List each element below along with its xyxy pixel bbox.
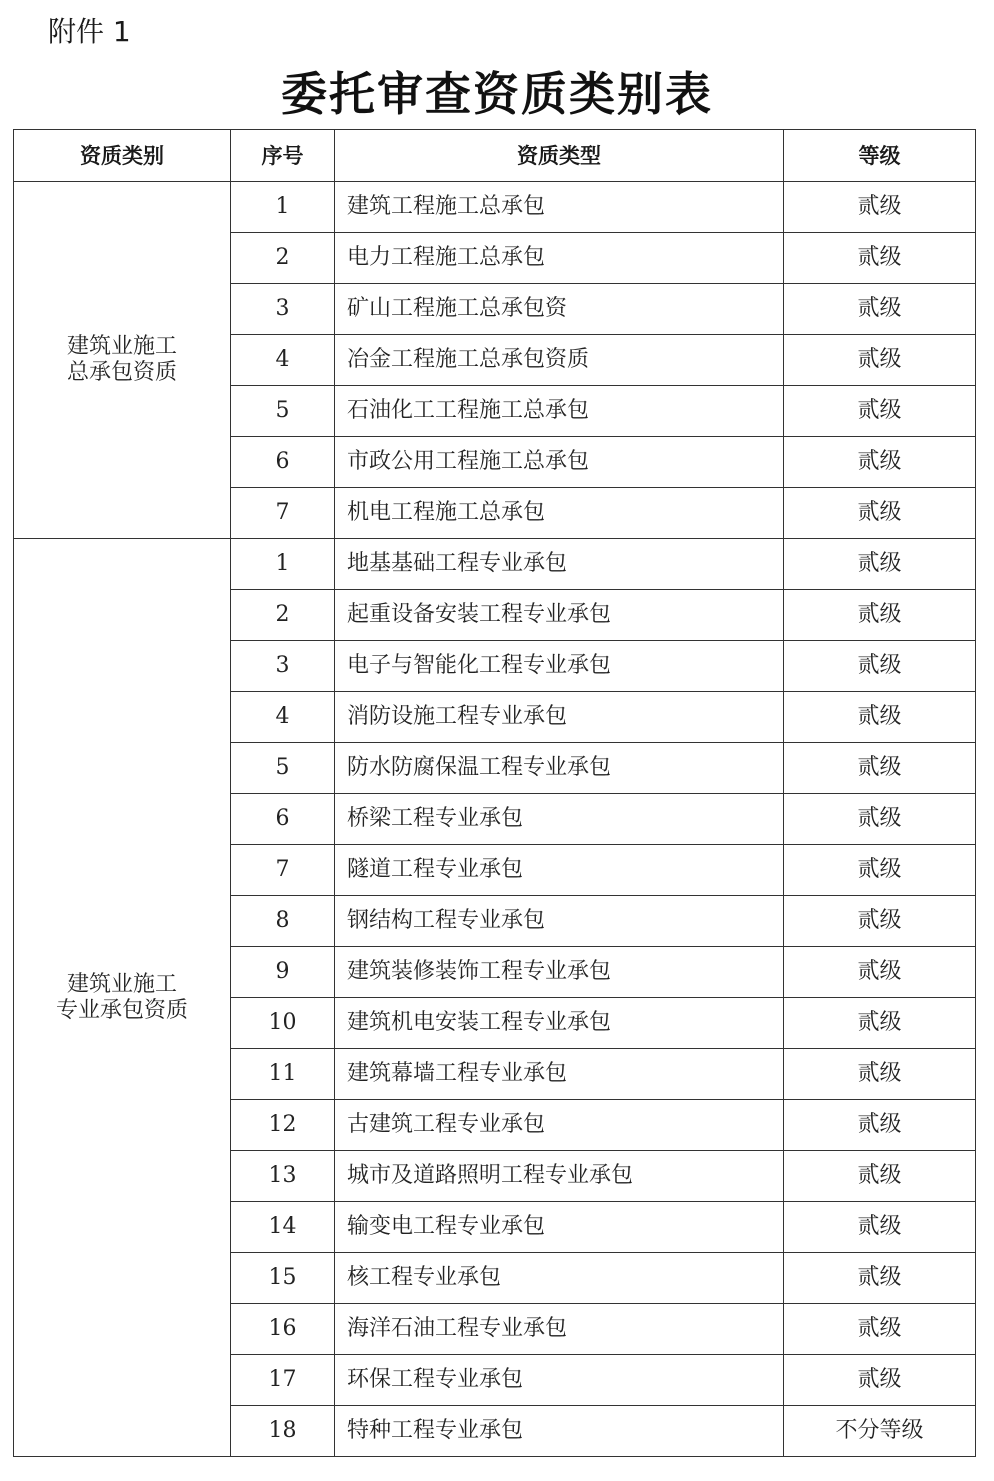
row-number-cell: 2 [231,590,335,641]
category-cell [14,539,231,1457]
qualification-type-cell: 石油化工工程施工总承包 [335,386,784,437]
row-number-cell: 3 [231,641,335,692]
row-number-cell: 14 [231,1202,335,1253]
grade-cell: 贰级 [784,284,976,335]
row-number-cell: 13 [231,1151,335,1202]
row-number-cell: 10 [231,998,335,1049]
qualification-type-cell: 隧道工程专业承包 [335,845,784,896]
table-body [14,182,976,1457]
row-number-cell: 5 [231,743,335,794]
row-number-cell: 18 [231,1406,335,1457]
qualification-type-cell: 古建筑工程专业承包 [335,1100,784,1151]
row-number-cell: 4 [231,692,335,743]
grade-cell: 贰级 [784,1100,976,1151]
qualification-type-cell: 地基基础工程专业承包 [335,539,784,590]
row-number-cell: 4 [231,335,335,386]
table-header-row [14,130,976,182]
row-number-cell: 16 [231,1304,335,1355]
grade-cell: 不分等级 [784,1406,976,1457]
qualification-type-cell: 市政公用工程施工总承包 [335,437,784,488]
grade-cell: 贰级 [784,641,976,692]
row-number-cell: 3 [231,284,335,335]
qualification-type-cell: 核工程专业承包 [335,1253,784,1304]
row-number-cell: 1 [231,539,335,590]
grade-cell: 贰级 [784,1304,976,1355]
grade-cell: 贰级 [784,947,976,998]
qualification-type-cell: 矿山工程施工总承包资 [335,284,784,335]
qualification-type-cell: 城市及道路照明工程专业承包 [335,1151,784,1202]
row-number-cell: 12 [231,1100,335,1151]
grade-cell: 贰级 [784,437,976,488]
grade-cell: 贰级 [784,335,976,386]
qualification-type-cell: 建筑装修装饰工程专业承包 [335,947,784,998]
grade-cell: 贰级 [784,1151,976,1202]
qualification-table [13,129,976,1457]
table-row [14,182,976,233]
row-number-cell: 7 [231,488,335,539]
qualification-type-cell: 建筑机电安装工程专业承包 [335,998,784,1049]
row-number-cell: 2 [231,233,335,284]
grade-cell: 贰级 [784,845,976,896]
category-line: 专业承包资质 [55,997,188,1023]
grade-cell: 贰级 [784,896,976,947]
row-number-cell: 17 [231,1355,335,1406]
grade-cell: 贰级 [784,590,976,641]
category-cell [14,182,231,539]
qualification-type-cell: 防水防腐保温工程专业承包 [335,743,784,794]
grade-cell: 贰级 [784,1253,976,1304]
qualification-type-cell: 消防设施工程专业承包 [335,692,784,743]
row-number-cell: 5 [231,386,335,437]
grade-cell: 贰级 [784,182,976,233]
header-grade: 等级 [784,130,976,182]
qualification-type-cell: 钢结构工程专业承包 [335,896,784,947]
grade-cell: 贰级 [784,1049,976,1100]
category-line: 总承包资质 [66,360,177,385]
row-number-cell: 1 [231,182,335,233]
qualification-type-cell: 输变电工程专业承包 [335,1202,784,1253]
row-number-cell: 11 [231,1049,335,1100]
grade-cell: 贰级 [784,233,976,284]
document-title: 委托审查资质类别表 [281,67,713,121]
grade-cell: 贰级 [784,998,976,1049]
row-number-cell: 7 [231,845,335,896]
qualification-type-cell: 海洋石油工程专业承包 [335,1304,784,1355]
row-number-cell: 6 [231,437,335,488]
grade-cell: 贰级 [784,692,976,743]
header-type: 资质类型 [335,130,784,182]
qualification-type-cell: 机电工程施工总承包 [335,488,784,539]
qualification-type-cell: 电力工程施工总承包 [335,233,784,284]
qualification-type-cell: 建筑幕墙工程专业承包 [335,1049,784,1100]
table-row [14,539,976,590]
grade-cell: 贰级 [784,539,976,590]
qualification-type-cell: 起重设备安装工程专业承包 [335,590,784,641]
row-number-cell: 9 [231,947,335,998]
qualification-type-cell: 特种工程专业承包 [335,1406,784,1457]
category-line: 建筑业施工 [66,971,177,997]
grade-cell: 贰级 [784,1355,976,1406]
grade-cell: 贰级 [784,743,976,794]
qualification-type-cell: 电子与智能化工程专业承包 [335,641,784,692]
qualification-type-cell: 桥梁工程专业承包 [335,794,784,845]
category-line: 建筑业施工 [66,334,177,359]
header-no: 序号 [231,130,335,182]
row-number-cell: 6 [231,794,335,845]
grade-cell: 贰级 [784,488,976,539]
row-number-cell: 8 [231,896,335,947]
qualification-type-cell: 环保工程专业承包 [335,1355,784,1406]
grade-cell: 贰级 [784,386,976,437]
qualification-type-cell: 冶金工程施工总承包资质 [335,335,784,386]
grade-cell: 贰级 [784,794,976,845]
row-number-cell: 15 [231,1253,335,1304]
header-category: 资质类别 [14,130,231,182]
qualification-type-cell: 建筑工程施工总承包 [335,182,784,233]
grade-cell: 贰级 [784,1202,976,1253]
attachment-label: 附件 1 [48,15,131,48]
